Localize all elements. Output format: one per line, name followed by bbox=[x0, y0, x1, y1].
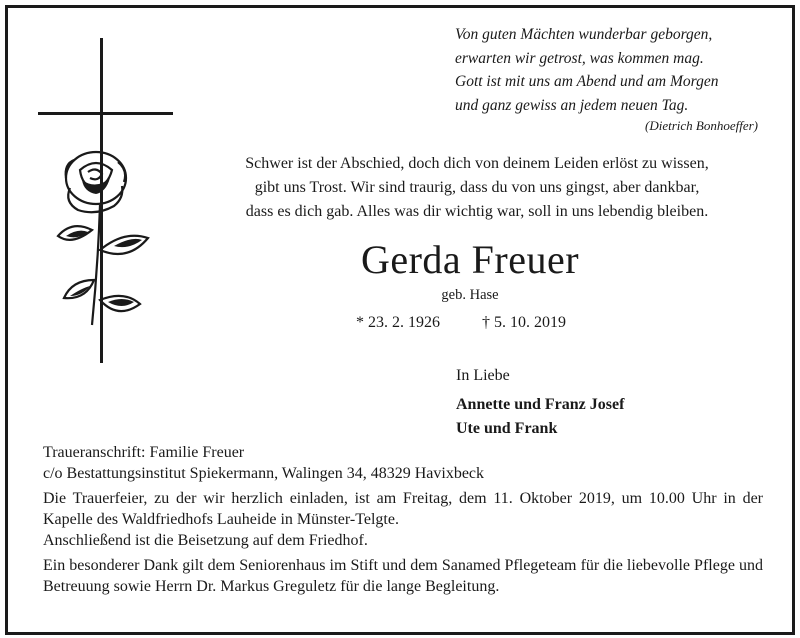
mourners-intro: In Liebe bbox=[456, 367, 510, 384]
poem-line: Gott ist mit uns am Abend und am Morgen bbox=[455, 73, 719, 90]
intro-line: dass es dich gab. Alles was dir wichtig war, soll in uns lebendig bleiben. bbox=[245, 203, 709, 220]
intro-text bbox=[192, 152, 762, 224]
service-info: Die Trauerfeier, zu der wir herzlich einladen, ist am Freitag, dem 11. Oktober 2019, um 10.00 Uhr in der Kapelle des Waldfriedhofs Lauheide in Münster-Telgte. bbox=[43, 490, 763, 528]
poem-line: und ganz gewiss an jedem neuen Tag. bbox=[455, 96, 689, 114]
cross-rose-icon bbox=[30, 30, 180, 380]
mourners bbox=[456, 364, 624, 441]
address-line: c/o Bestattungsinstitut Spiekermann, Walingen 34, 48329 Havixbeck bbox=[43, 465, 485, 482]
intro-line: gibt uns Trost. Wir sind traurig, dass du von uns gingst, aber dankbar, bbox=[254, 179, 700, 196]
mourner-name: Annette und Franz Josef bbox=[456, 396, 625, 413]
poem-line: Von guten Mächten wunderbar geborgen, bbox=[455, 26, 713, 43]
death-date: † 5. 10. 2019 bbox=[482, 314, 566, 331]
deceased-name: Gerda Freuer bbox=[360, 237, 580, 282]
poem-author: (Dietrich Bonhoeffer) bbox=[645, 118, 758, 133]
burial-info: Anschließend ist die Beisetzung auf dem Friedhof. bbox=[43, 532, 368, 549]
thanks-text: Ein besonderer Dank gilt dem Seniorenhaus im Stift und dem Sanamed Pflegeteam für die liebevolle Pflege und Betreuung sowie Herrn Dr. Markus Greguletz für die lange Begleitung. bbox=[43, 557, 763, 595]
poem-line: erwarten wir getrost, was kommen mag. bbox=[455, 49, 704, 67]
birth-name: geb. Hase bbox=[441, 287, 499, 303]
poem bbox=[455, 23, 719, 117]
details bbox=[43, 442, 763, 597]
mourner-name: Ute und Frank bbox=[456, 420, 558, 437]
birth-date: * 23. 2. 1926 bbox=[356, 314, 440, 331]
life-dates bbox=[356, 314, 604, 332]
address-line: Traueranschrift: Familie Freuer bbox=[43, 444, 245, 461]
intro-line: Schwer ist der Abschied, doch dich von deinem Leiden erlöst zu wissen, bbox=[245, 155, 709, 172]
